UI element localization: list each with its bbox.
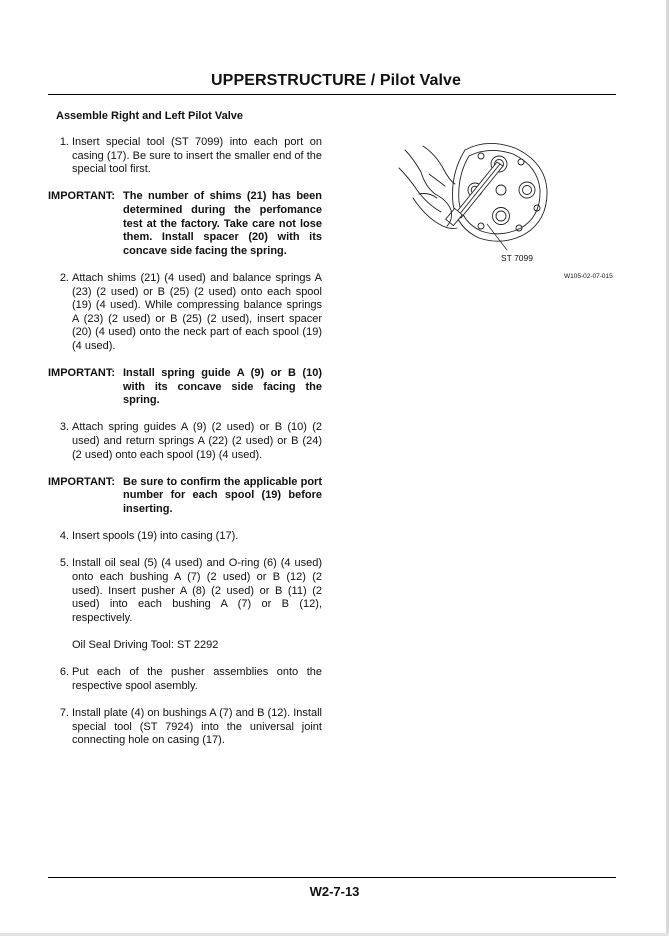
important-note-2 (48, 367, 322, 408)
footer-rule (48, 877, 616, 878)
step-2 (48, 272, 322, 354)
important-note-1 (48, 190, 322, 258)
step-text: Install plate (4) on bushings A (7) and B (12). Install special tool (ST 7924) into the universal joint connecting hole on casing (17). (72, 706, 322, 747)
step-number: 7. (59, 706, 69, 719)
step-text: Attach shims (21) (4 used) and balance springs A (23) (2 used) or B (25) (2 used) onto each spool (19) (4 used). While compressing balance springs A (23) (2 used) or B (25) (2 used), insert spacer (20) (4 used) onto the neck part of each spool (19) (4 used). (72, 271, 322, 352)
step-number: 1. (59, 136, 69, 148)
step-6 (48, 666, 322, 693)
step-number: 4. (59, 530, 69, 543)
tool-reference: Oil Seal Driving Tool: ST 2292 (72, 638, 219, 651)
step-5 (48, 557, 322, 625)
figure-code: W105-02-07-015 (564, 273, 613, 280)
important-text: Install spring guide A (9) or B (10) with its concave side facing the spring. (123, 367, 322, 407)
figure-label: ST 7099 (501, 253, 533, 263)
section-heading: Assemble Right and Left Pilot Valve (56, 110, 244, 122)
step-text: Install oil seal (5) (4 used) and O-ring (6) (4 used) onto each bushing A (7) (2 used) or B (12) (2 used). Insert pusher A (8) (2 used) or B (11) (2 used) into each bushing A (7) or B (12), respectively. (72, 557, 322, 624)
pilot-valve-illustration (395, 128, 555, 253)
step-4 (48, 530, 322, 544)
important-label: IMPORTANT: (48, 190, 116, 203)
step-text: Insert spools (19) into casing (17). (72, 530, 239, 543)
important-note-3 (48, 476, 322, 517)
step-3 (48, 421, 322, 462)
important-text: Be sure to confirm the applicable port number for each spool (19) before inserting. (123, 475, 322, 516)
step-text: Attach spring guides A (9) (2 used) or B (10) (2 used) and return springs A (22) (2 used) or B (24) (2 used) onto each spool (19) (4 used). (72, 421, 322, 461)
step-number: 3. (59, 421, 69, 434)
step-1 (48, 136, 322, 177)
step-7 (48, 707, 322, 748)
title-rule (48, 94, 616, 95)
step-text: Put each of the pusher assemblies onto the respective spool asembly. (72, 666, 322, 692)
important-label: IMPORTANT: (48, 475, 116, 488)
important-text: The number of shims (21) has been determined during the perfomance test at the factory. Take care not lose them. Install spacer (20) with its concave side facing the spring. (123, 190, 322, 257)
important-label: IMPORTANT: (48, 367, 116, 380)
procedure-column (48, 136, 322, 761)
page-number: W2-7-13 (309, 884, 360, 899)
step-number: 2. (59, 271, 69, 284)
step-number: 5. (59, 557, 69, 570)
page-title: UPPERSTRUCTURE / Pilot Valve (211, 72, 461, 89)
step-text: Insert special tool (ST 7099) into each port on casing (17). Be sure to insert the smaller end of the special tool first. (72, 136, 322, 176)
step-number: 6. (59, 666, 69, 679)
